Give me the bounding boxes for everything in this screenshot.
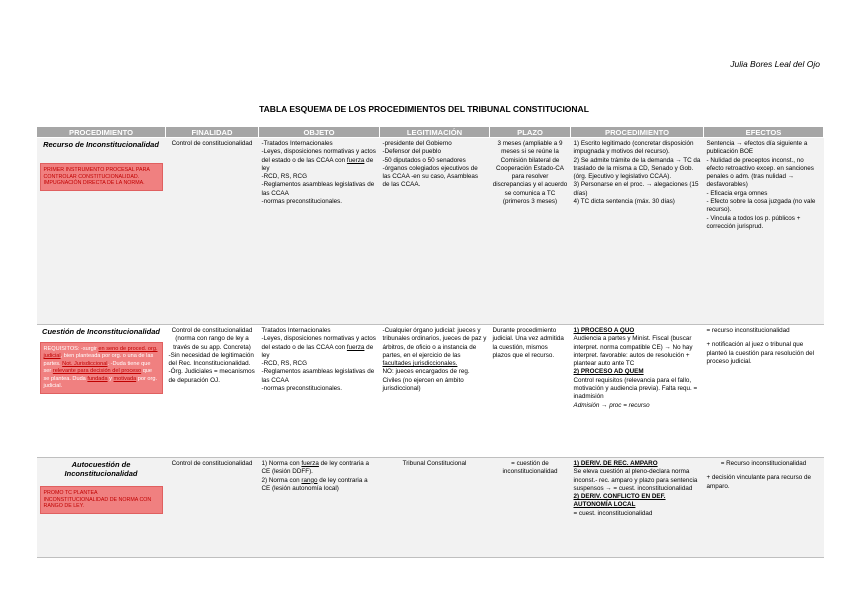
note-highlight: Not. Jurisdiccional	[62, 360, 108, 367]
table-row	[37, 138, 824, 325]
procedures-table	[36, 126, 824, 558]
cell-plazo: Durante procedimiento judicial. Una vez admitida la cuestión, mismos plazos que el recurso.	[490, 325, 571, 458]
note-highlight: en seno de proced. org. judicial	[43, 346, 158, 360]
cell-procedure	[37, 138, 166, 325]
proc-step: 1) Escrito legitimado (concretar disposición impugnada y motivos del recurso).	[573, 140, 694, 156]
table-header-row	[37, 127, 824, 138]
header-procedimiento-2: PROCEDIMIENTO	[571, 127, 704, 138]
efecto-line: = recurso inconstitucionalidad	[706, 327, 790, 334]
note-box	[40, 342, 163, 394]
objeto-line	[262, 148, 377, 173]
cell-legitimacion	[380, 138, 490, 325]
objeto-text: 1) Norma con	[261, 460, 302, 467]
cell-finalidad: Control de constitucionalidad	[166, 458, 259, 558]
objeto-text: de ley contraria a CE (lesión autonomía local)	[261, 476, 368, 492]
objeto-line: -RCD, RS, RCG	[261, 360, 307, 368]
efecto-line: - Vincula a todos los p. públicos + corrección jurisprud.	[706, 214, 801, 230]
objeto-line: -RCD, RS, RCG	[261, 173, 307, 181]
note-text: . -Duda tiene que ser	[43, 360, 151, 375]
header-objeto: OBJETO	[259, 127, 380, 138]
cell-efectos	[704, 325, 824, 458]
objeto-text: -Leyes, disposiciones normativas y actos del estado o de las CCAA con	[261, 335, 376, 351]
note-text: , bien planteada por org. o una de las partes.	[43, 353, 154, 367]
cell-legitimacion: Tribunal Constitucional	[380, 458, 490, 558]
proc-heading: 2) PROCESO AD QUEM	[573, 368, 644, 376]
header-efectos: EFECTOS	[704, 127, 824, 138]
objeto-line: -Tratados Internacionales	[261, 140, 333, 147]
author-name: Julia Bores Leal del Ojo	[730, 59, 820, 69]
proc-step: 3) Personarse en el proc. → alegaciones (15 días)	[573, 181, 699, 197]
finalidad-line: Control de constitucionalidad (norma con rango de ley a través de su app. Concreta)	[171, 327, 253, 351]
table-row	[37, 325, 824, 458]
objeto-line	[262, 335, 377, 360]
cell-finalidad: Control de constitucionalidad	[166, 138, 259, 325]
cell-procedimiento	[571, 138, 704, 325]
efecto-line: + notificación al juez o tribunal que planteó la cuestión para resolución del proceso judicial.	[706, 341, 814, 365]
note-box: PRIMER INSTRUMENTO PROCESAL PARA CONTROLAR CONSTITUCIONALIDAD. IMPUGNACIÓN DIRECTA DE LA NORMA.	[40, 163, 163, 191]
cell-procedure	[37, 458, 166, 558]
objeto-underlined: fuerza	[301, 460, 319, 467]
proc-step: = cuest. inconstitucionalidad	[573, 509, 653, 517]
objeto-text: 2) Norma con	[261, 476, 302, 484]
efecto-line: - Efecto sobre la cosa juzgada (no vale recurso).	[706, 198, 816, 214]
proc-step: Admisión → proc = recurso	[573, 401, 650, 409]
proc-heading: 2) DERIV. CONFLICTO EN DEF. AUTONOMÍA LOCAL	[573, 493, 666, 509]
cell-objeto	[259, 138, 380, 325]
header-legitimacion: LEGITIMACIÓN	[380, 127, 490, 138]
efecto-line: - Nulidad de preceptos inconst., no efecto retroactivo excep. en sanciones penales o adm. (tras nulidad → desfavorables)	[706, 156, 814, 189]
legit-line: -Defensor del pueblo	[382, 148, 441, 156]
efecto-line: - Eficacia erga omnes	[706, 189, 768, 197]
note-text: que se plantea. Duda	[43, 368, 153, 382]
cell-procedimiento	[571, 458, 704, 558]
objeto-line: -normas preconstitucionales.	[261, 385, 342, 393]
proc-step: 4) TC dicta sentencia (máx. 30 días)	[573, 198, 675, 206]
note-box: PROMO TC PLANTEA INCONSTITUCIONALIDAD DE NORMA CON RANGO DE LEY.	[40, 486, 163, 514]
legit-line: -órganos colegiados ejecutivos de las CCAA -en su caso, Asambleas de las CCAA.	[382, 164, 479, 189]
cell-legitimacion	[380, 325, 490, 458]
cell-procedimiento	[571, 325, 704, 458]
objeto-underlined: fuerza	[346, 156, 365, 164]
cell-objeto	[259, 458, 380, 558]
cell-plazo: = cuestión de inconstitucionalidad	[490, 458, 571, 558]
table-row	[37, 458, 824, 558]
proc-step: Se eleva cuestión al pleno-declara norma inconst.- rec. amparo y plazo para sentencia suspensos → = cuest. inconstitucionalidad	[573, 468, 698, 492]
efecto-line: Sentencia → efectos día siguiente a publicación BOE	[706, 140, 808, 156]
objeto-line: -Reglamentos asambleas legislativas de las CCAA	[261, 181, 375, 197]
note-text: REQUISITOS: -surgir	[43, 346, 99, 352]
cell-finalidad	[166, 325, 259, 458]
note-text: por org. judicial.	[43, 375, 158, 390]
legit-underlined: facultades jurisdiccionales.	[382, 360, 458, 368]
proc-heading: 1) PROCESO A QUO	[573, 327, 635, 334]
objeto-text: de ley contraria a CE (lesión DDFF).	[261, 460, 369, 476]
legit-line	[383, 327, 487, 368]
objeto-underlined: fuerza	[346, 343, 365, 351]
legit-line: -50 diputados o 50 senadores	[382, 156, 466, 164]
objeto-line: -Reglamentos asambleas legislativas de las CCAA	[261, 368, 375, 384]
header-procedimiento: PROCEDIMIENTO	[37, 127, 166, 138]
proc-step: 2) Se admite trámite de la demanda → TC da traslado de la misma a CD, Senado y Gob. (órg. Ejecutivo y legislativo CCAA).	[573, 156, 701, 181]
objeto-line	[262, 477, 377, 494]
objeto-line: -normas preconstitucionales.	[261, 198, 342, 206]
note-text: y	[107, 375, 114, 382]
cell-efectos	[704, 458, 824, 558]
efecto-line: + decisión vinculante para recurso de amparo.	[706, 474, 811, 490]
objeto-text: de ley	[261, 156, 374, 172]
cell-objeto	[259, 325, 380, 458]
legit-line: -presidente del Gobierno	[382, 140, 452, 147]
proc-step: Audiencia a partes y Minist. Fiscal (buscar interpret. norma compatible CE) → No hay interpret. favorable: autos de resolución + plantear auto ante TC	[573, 335, 693, 368]
proc-heading: 1) DERIV. DE REC. AMPARO	[573, 460, 658, 467]
cell-efectos	[704, 138, 824, 325]
legit-text: -Cualquier órgano judicial: jueces y tribunales ordinarios, jueces de paz y árbitros, de oficio o a instancia de partes, en el ejercicio de las	[382, 327, 487, 359]
document-title: TABLA ESQUEMA DE LOS PROCEDIMIENTOS DEL TRIBUNAL CONSTITUCIONAL	[259, 104, 589, 114]
header-finalidad: FINALIDAD	[166, 127, 259, 138]
finalidad-line: -Órg. Judiciales = mecanismos de depuración OJ.	[168, 368, 255, 384]
header-plazo: PLAZO	[490, 127, 571, 138]
objeto-underlined: rango	[301, 476, 318, 484]
objeto-text: -Leyes, disposiciones normativas y actos del estado o de las CCAA con	[261, 148, 376, 164]
note-highlight: motivada	[113, 375, 137, 382]
objeto-line: Tratados Internacionales	[261, 327, 331, 334]
cell-procedure	[37, 325, 166, 458]
note-highlight: relevante para decisión del proceso	[52, 368, 142, 375]
objeto-text: de ley	[261, 343, 374, 359]
proc-step: Control requisitos (relevancia para el fallo, motivación y audiencia previa). Falta requ. = inadmisión	[573, 376, 698, 401]
finalidad-line: -Sin necesidad de legitimación del Rec. Inconstitucionalidad.	[168, 351, 254, 368]
efecto-line: = Recurso inconstitucionalidad	[720, 460, 807, 467]
objeto-line	[262, 460, 377, 477]
procedure-name: Recurso de Inconstitucionalidad	[43, 140, 159, 149]
procedure-name: Cuestión de Inconstitucionalidad	[42, 327, 160, 336]
procedure-name: Autocuestión de Inconstitucionalidad	[64, 460, 138, 478]
legit-line: NO: jueces encargados de reg. Civiles (no ejercen en ámbito jurisdiccional)	[382, 368, 470, 393]
cell-plazo: 3 meses (ampliable a 9 meses si se reúne la Comisión bilateral de Cooperación Estado-CA para resolver discrepancias y el acuerdo se comunica a TC (primeros 3 meses)	[490, 138, 571, 325]
note-highlight: fundada	[87, 375, 108, 382]
